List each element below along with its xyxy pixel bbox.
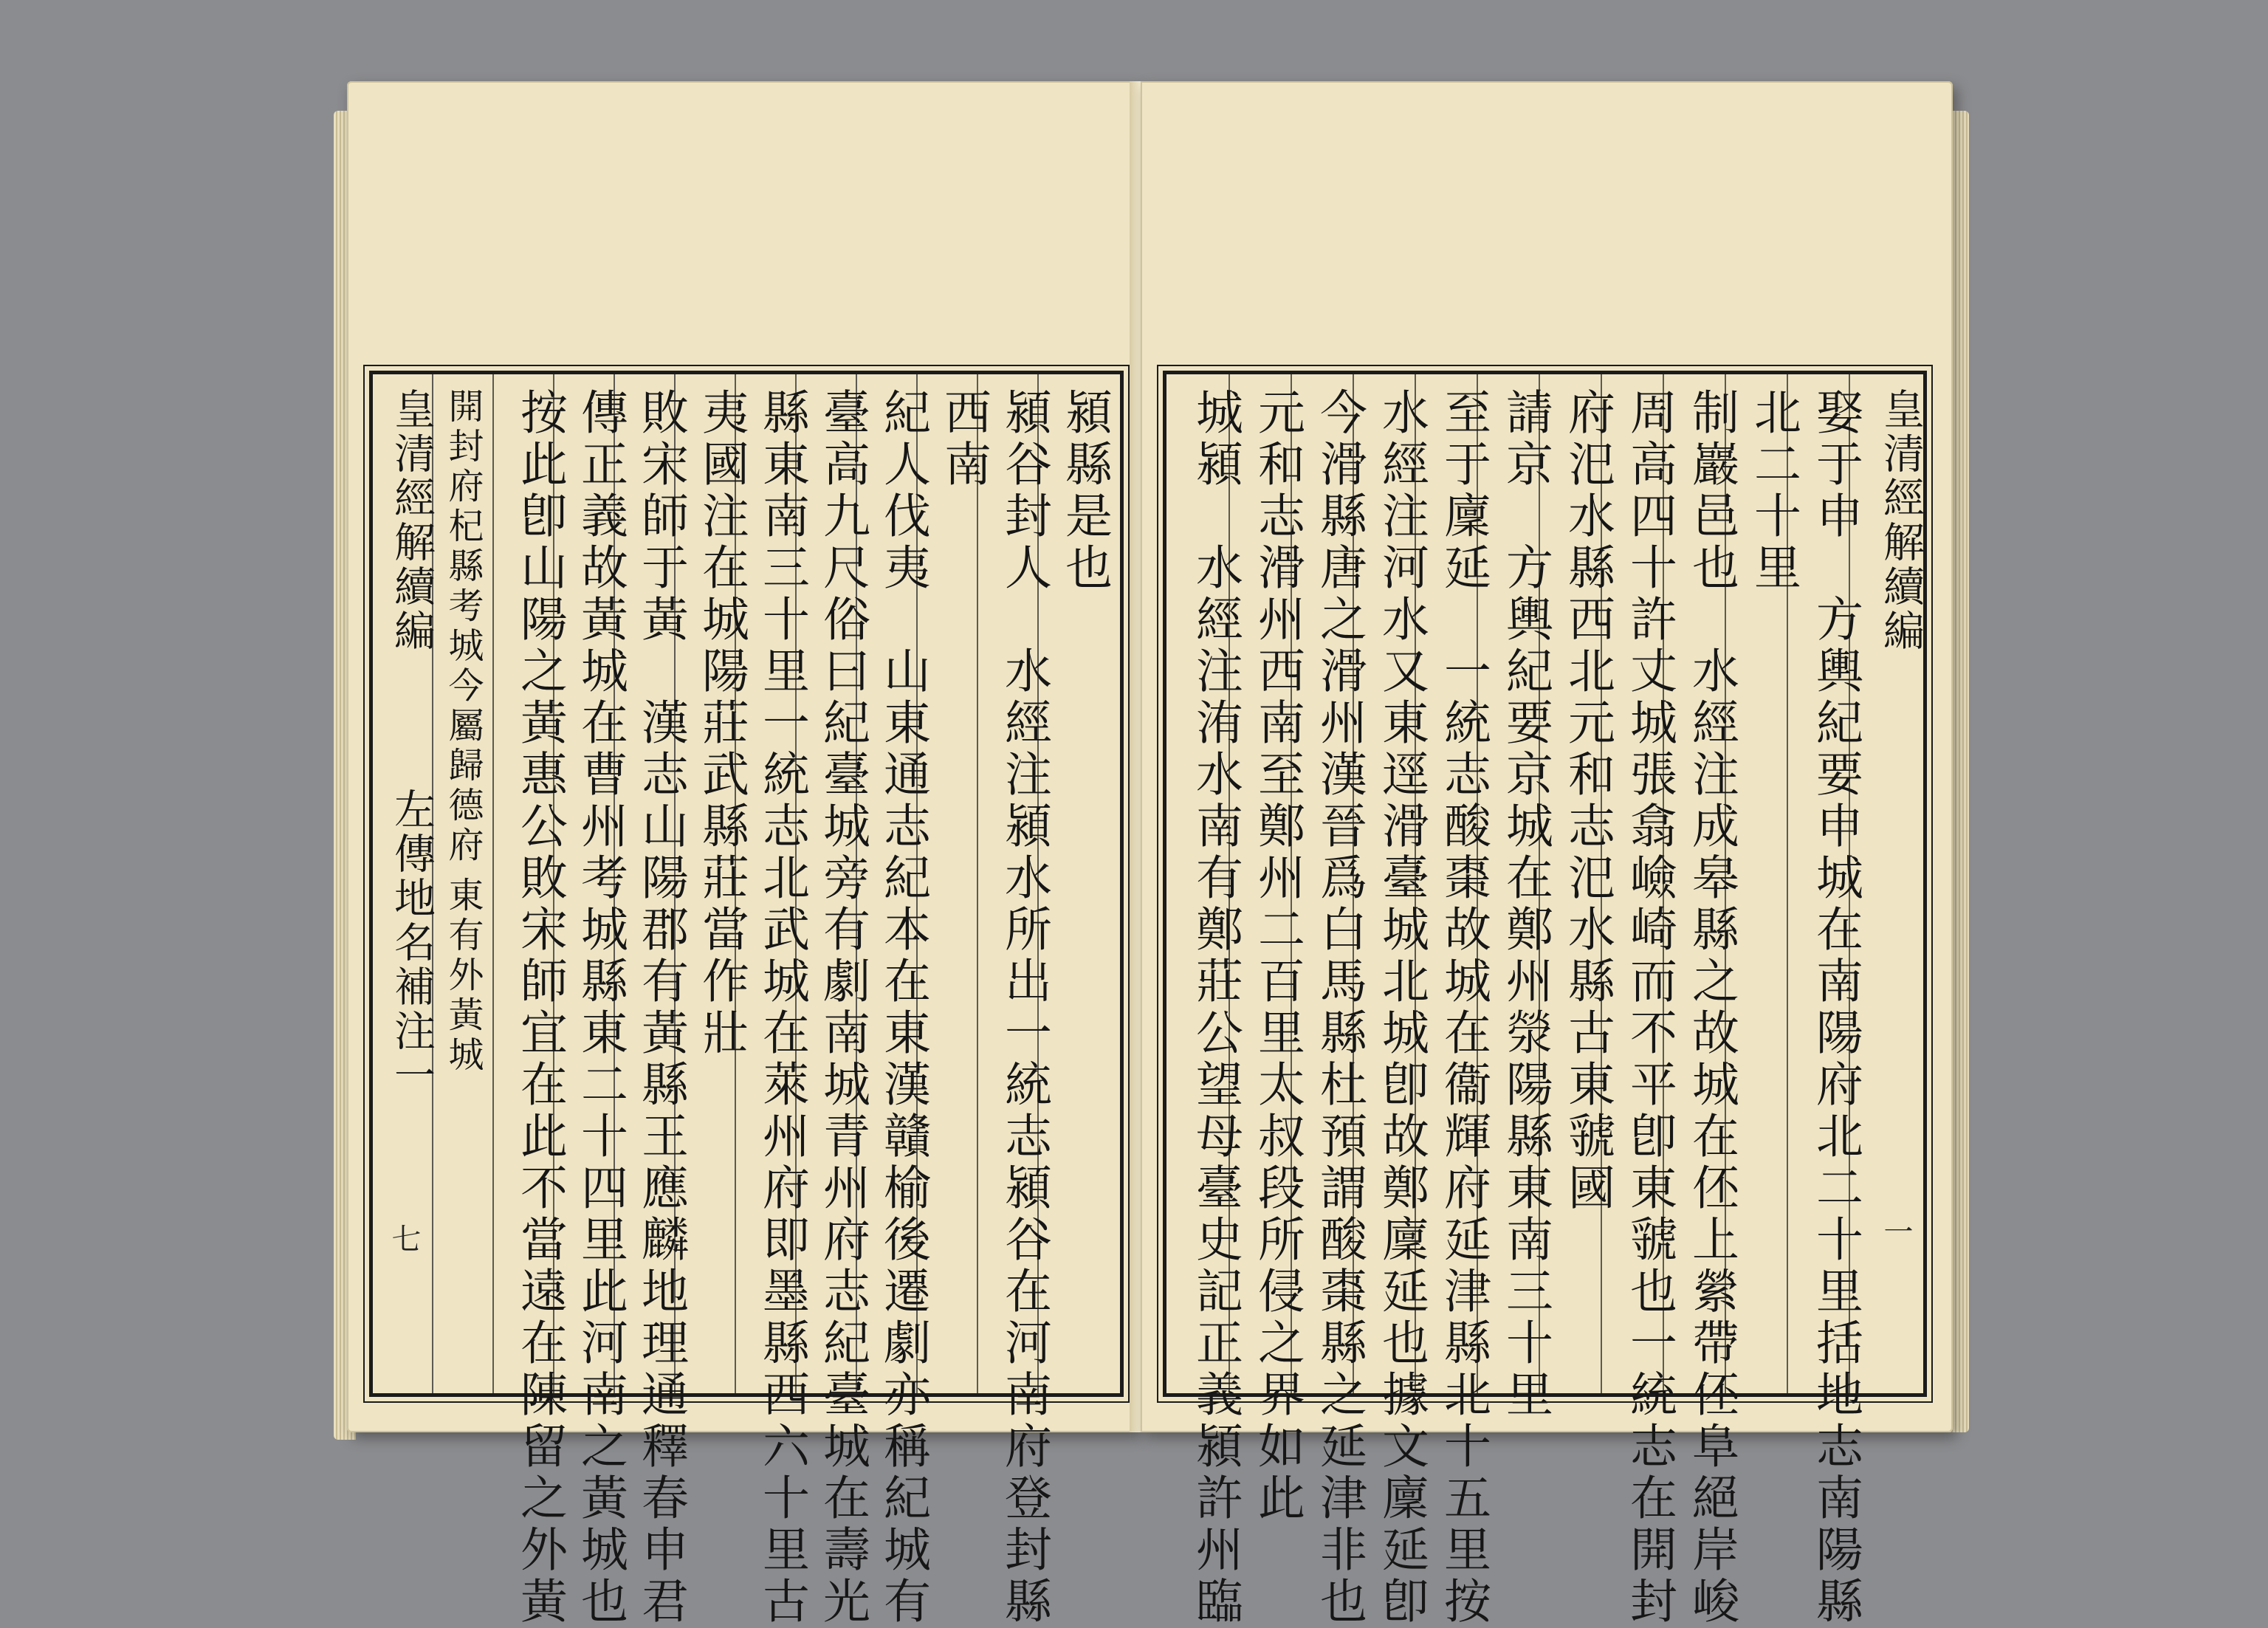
right-column-11: 城潁 水經注洧水南有鄭莊公望母臺史記正義潁許州臨: [1188, 388, 1243, 1628]
left-column-3: 西南: [936, 388, 991, 491]
left-column-12: 東有外黃城: [442, 876, 484, 1076]
left-column-6: 縣東南三十里一統志北武城在萊州府即墨縣西六十里古: [755, 388, 809, 1628]
left-page-frame: [369, 371, 1124, 1628]
left-column-9: 傳正義故黃城在曹州考城縣東二十四里此河南之黃城也: [573, 388, 628, 1628]
left-column-4: 紀人伐夷 山東通志紀本在東漢贛榆後遷劇亦稱紀城有: [876, 388, 930, 1628]
left-folio-number: 七: [387, 1223, 421, 1253]
left-column-2: 潁谷封人 水經注潁水所出一統志潁谷在河南府登封縣: [997, 388, 1051, 1628]
left-title: 皇清經解續編: [388, 388, 436, 653]
left-column-7: 夷國注在城陽莊武縣莊當作壯: [694, 388, 749, 1059]
right-column-6: 請京 方輿紀要京城在鄭州滎陽縣東南三十里: [1498, 388, 1553, 1421]
left-column-1: 潁縣是也: [1057, 388, 1112, 594]
right-column-5: 府汜水縣西北元和志汜水縣古東虢國: [1560, 388, 1615, 1215]
right-title: 皇清經解續編: [1877, 388, 1925, 653]
left-page: [347, 81, 1137, 1628]
right-column-8: 水經注河水又東逕滑臺城北城卽故鄭廩延也據文廩延卽: [1374, 388, 1429, 1628]
right-column-4: 周高四十許丈城張翕嶮崎而不平卽東虢也一統志在開封: [1622, 388, 1677, 1628]
right-column-9: 今滑縣唐之滑州漢晉爲白馬縣杜預謂酸棗縣之延津非也: [1312, 388, 1367, 1628]
left-section-title: 左傳地名補注一: [388, 788, 436, 1098]
right-column-7: 至于廩延 一統志酸棗故城在衞輝府延津縣北十五里按: [1436, 388, 1491, 1628]
open-book: [347, 81, 1953, 1628]
right-folio-number: 一: [1879, 1216, 1913, 1246]
right-column-3: 制巖邑也 水經注成皋縣之故城在伾上縈帶伾阜絕岸峻: [1684, 388, 1739, 1628]
left-column-5: 臺高九尺俗曰紀臺城旁有劇南城青州府志紀臺城在壽光: [815, 388, 870, 1628]
right-column-1: 娶于申 方輿紀要申城在南陽府北二十里括地志南陽縣: [1808, 388, 1863, 1628]
right-page-frame: [1163, 371, 1927, 1628]
left-column-11: 開封府杞縣考城今屬歸德府: [442, 388, 484, 866]
left-column-10: 按此卽山陽之黃惠公敗宋師宜在此不當遠在陳留之外黃: [512, 388, 567, 1628]
right-column-10: 元和志滑州西南至鄭州二百里太叔段所侵之界如此: [1250, 388, 1305, 1525]
left-column-8: 敗宋師于黃 漢志山陽郡有黃縣王應麟地理通釋春申君: [633, 388, 688, 1628]
right-column-2: 北二十里: [1746, 388, 1801, 594]
